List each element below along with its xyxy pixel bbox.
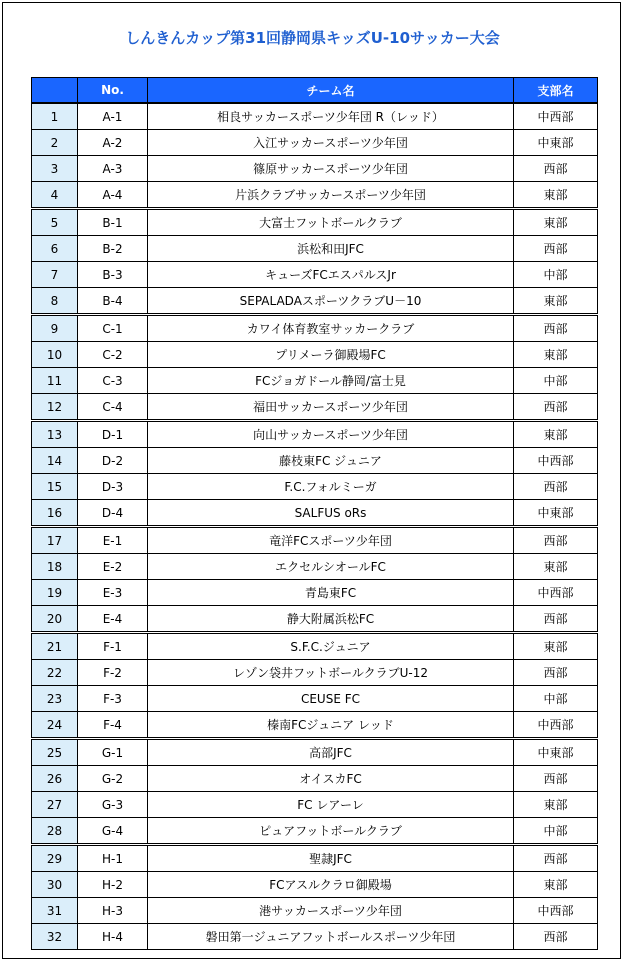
row-no: G-3 [78, 792, 148, 818]
row-branch: 西部 [514, 845, 598, 872]
row-index: 15 [32, 474, 78, 500]
table-row [32, 103, 598, 130]
table-row [32, 262, 598, 288]
row-team: SALFUS oRs [148, 500, 514, 527]
row-branch: 東部 [514, 342, 598, 368]
table-row [32, 156, 598, 182]
table-row [32, 315, 598, 342]
row-no: A-2 [78, 130, 148, 156]
row-team: 入江サッカースポーツ少年団 [148, 130, 514, 156]
row-index: 7 [32, 262, 78, 288]
table-row [32, 845, 598, 872]
row-team: キューズFCエスパルスJr [148, 262, 514, 288]
row-index: 12 [32, 394, 78, 421]
row-no: F-3 [78, 686, 148, 712]
table-row [32, 818, 598, 845]
row-team: 福田サッカースポーツ少年団 [148, 394, 514, 421]
table-row [32, 606, 598, 633]
row-team: ピュアフットボールクラブ [148, 818, 514, 845]
table-row [32, 872, 598, 898]
row-index: 9 [32, 315, 78, 342]
table-row [32, 898, 598, 924]
row-index: 18 [32, 554, 78, 580]
row-index: 3 [32, 156, 78, 182]
header-branch: 支部名 [514, 78, 598, 104]
row-team: FC レアーレ [148, 792, 514, 818]
row-index: 28 [32, 818, 78, 845]
row-branch: 西部 [514, 474, 598, 500]
row-no: D-3 [78, 474, 148, 500]
team-table [31, 77, 598, 950]
row-no: H-1 [78, 845, 148, 872]
row-no: C-4 [78, 394, 148, 421]
table-row [32, 792, 598, 818]
row-branch: 東部 [514, 182, 598, 209]
row-team: プリメーラ御殿場FC [148, 342, 514, 368]
table-row [32, 686, 598, 712]
row-branch: 西部 [514, 660, 598, 686]
row-index: 26 [32, 766, 78, 792]
row-branch: 中西部 [514, 898, 598, 924]
row-team: レゾン袋井フットボールクラブU-12 [148, 660, 514, 686]
table-row [32, 236, 598, 262]
row-branch: 東部 [514, 633, 598, 660]
row-no: C-3 [78, 368, 148, 394]
row-branch: 西部 [514, 766, 598, 792]
row-index: 1 [32, 103, 78, 130]
row-branch: 中部 [514, 262, 598, 288]
row-team: 静大附属浜松FC [148, 606, 514, 633]
row-team: 港サッカースポーツ少年団 [148, 898, 514, 924]
row-branch: 中部 [514, 818, 598, 845]
row-no: A-4 [78, 182, 148, 209]
table-row [32, 660, 598, 686]
row-no: D-1 [78, 421, 148, 448]
row-index: 13 [32, 421, 78, 448]
row-branch: 西部 [514, 924, 598, 950]
row-team: エクセルシオールFC [148, 554, 514, 580]
row-index: 31 [32, 898, 78, 924]
header-index [32, 78, 78, 104]
row-team: FCアスルクラロ御殿場 [148, 872, 514, 898]
row-index: 27 [32, 792, 78, 818]
table-row [32, 421, 598, 448]
row-index: 17 [32, 527, 78, 554]
row-index: 10 [32, 342, 78, 368]
row-branch: 東部 [514, 792, 598, 818]
table-row [32, 500, 598, 527]
row-branch: 東部 [514, 872, 598, 898]
row-no: G-1 [78, 739, 148, 766]
row-no: E-4 [78, 606, 148, 633]
row-no: A-3 [78, 156, 148, 182]
row-no: G-2 [78, 766, 148, 792]
row-no: C-1 [78, 315, 148, 342]
row-no: D-2 [78, 448, 148, 474]
row-team: 向山サッカースポーツ少年団 [148, 421, 514, 448]
row-no: H-2 [78, 872, 148, 898]
row-team: FCジョガドール静岡/富士見 [148, 368, 514, 394]
row-team: 大富士フットボールクラブ [148, 209, 514, 236]
row-branch: 西部 [514, 606, 598, 633]
header-no: No. [78, 78, 148, 104]
row-branch: 東部 [514, 554, 598, 580]
row-index: 6 [32, 236, 78, 262]
table-row [32, 448, 598, 474]
row-no: E-3 [78, 580, 148, 606]
row-no: H-3 [78, 898, 148, 924]
row-index: 14 [32, 448, 78, 474]
row-index: 5 [32, 209, 78, 236]
row-branch: 中東部 [514, 739, 598, 766]
team-table-body [32, 103, 598, 950]
row-branch: 中東部 [514, 130, 598, 156]
table-row [32, 924, 598, 950]
row-no: E-1 [78, 527, 148, 554]
row-no: A-1 [78, 103, 148, 130]
table-row [32, 130, 598, 156]
table-row [32, 474, 598, 500]
row-team: 浜松和田JFC [148, 236, 514, 262]
table-row [32, 182, 598, 209]
row-branch: 中西部 [514, 448, 598, 474]
row-no: B-2 [78, 236, 148, 262]
row-branch: 西部 [514, 156, 598, 182]
row-index: 4 [32, 182, 78, 209]
table-row [32, 766, 598, 792]
row-index: 11 [32, 368, 78, 394]
table-row [32, 554, 598, 580]
row-team: カワイ体育教室サッカークラブ [148, 315, 514, 342]
row-no: B-1 [78, 209, 148, 236]
row-no: B-4 [78, 288, 148, 315]
row-index: 24 [32, 712, 78, 739]
row-no: F-2 [78, 660, 148, 686]
row-branch: 東部 [514, 421, 598, 448]
table-row [32, 209, 598, 236]
row-team: F.C.フォルミーガ [148, 474, 514, 500]
table-row [32, 368, 598, 394]
row-no: F-1 [78, 633, 148, 660]
row-team: 篠原サッカースポーツ少年団 [148, 156, 514, 182]
row-team: 片浜クラブサッカースポーツ少年団 [148, 182, 514, 209]
table-row [32, 633, 598, 660]
table-row [32, 739, 598, 766]
row-branch: 中部 [514, 368, 598, 394]
table-row [32, 288, 598, 315]
row-no: H-4 [78, 924, 148, 950]
row-team: 青島東FC [148, 580, 514, 606]
row-branch: 西部 [514, 236, 598, 262]
row-team: 高部JFC [148, 739, 514, 766]
row-index: 29 [32, 845, 78, 872]
row-team: CEUSE FC [148, 686, 514, 712]
row-team: オイスカFC [148, 766, 514, 792]
page-title: しんきんカップ第31回静岡県キッズU-10サッカー大会 [125, 29, 500, 47]
row-team: 磐田第一ジュニアフットボールスポーツ少年団 [148, 924, 514, 950]
table-header-row [32, 78, 598, 104]
row-index: 8 [32, 288, 78, 315]
row-index: 19 [32, 580, 78, 606]
row-index: 16 [32, 500, 78, 527]
row-team: 藤枝東FC ジュニア [148, 448, 514, 474]
row-index: 2 [32, 130, 78, 156]
row-branch: 東部 [514, 209, 598, 236]
row-branch: 中部 [514, 686, 598, 712]
row-branch: 西部 [514, 527, 598, 554]
row-index: 30 [32, 872, 78, 898]
row-no: E-2 [78, 554, 148, 580]
row-no: G-4 [78, 818, 148, 845]
row-index: 32 [32, 924, 78, 950]
row-team: 榛南FCジュニア レッド [148, 712, 514, 739]
row-branch: 西部 [514, 394, 598, 421]
row-team: SEPALADAスポーツクラブU－10 [148, 288, 514, 315]
row-team: S.F.C.ジュニア [148, 633, 514, 660]
row-team: 竜洋FCスポーツ少年団 [148, 527, 514, 554]
row-team: 聖隷JFC [148, 845, 514, 872]
row-branch: 西部 [514, 315, 598, 342]
table-row [32, 712, 598, 739]
row-index: 25 [32, 739, 78, 766]
table-row [32, 342, 598, 368]
row-index: 20 [32, 606, 78, 633]
row-index: 21 [32, 633, 78, 660]
row-index: 23 [32, 686, 78, 712]
header-team: チーム名 [148, 78, 514, 104]
row-branch: 中西部 [514, 712, 598, 739]
table-row [32, 394, 598, 421]
row-no: D-4 [78, 500, 148, 527]
row-branch: 中西部 [514, 103, 598, 130]
row-branch: 東部 [514, 288, 598, 315]
row-branch: 中西部 [514, 580, 598, 606]
row-index: 22 [32, 660, 78, 686]
row-no: B-3 [78, 262, 148, 288]
table-row [32, 580, 598, 606]
document-frame [2, 2, 621, 959]
table-row [32, 527, 598, 554]
row-no: F-4 [78, 712, 148, 739]
row-branch: 中東部 [514, 500, 598, 527]
row-team: 相良サッカースポーツ少年団 R（レッド） [148, 103, 514, 130]
row-no: C-2 [78, 342, 148, 368]
